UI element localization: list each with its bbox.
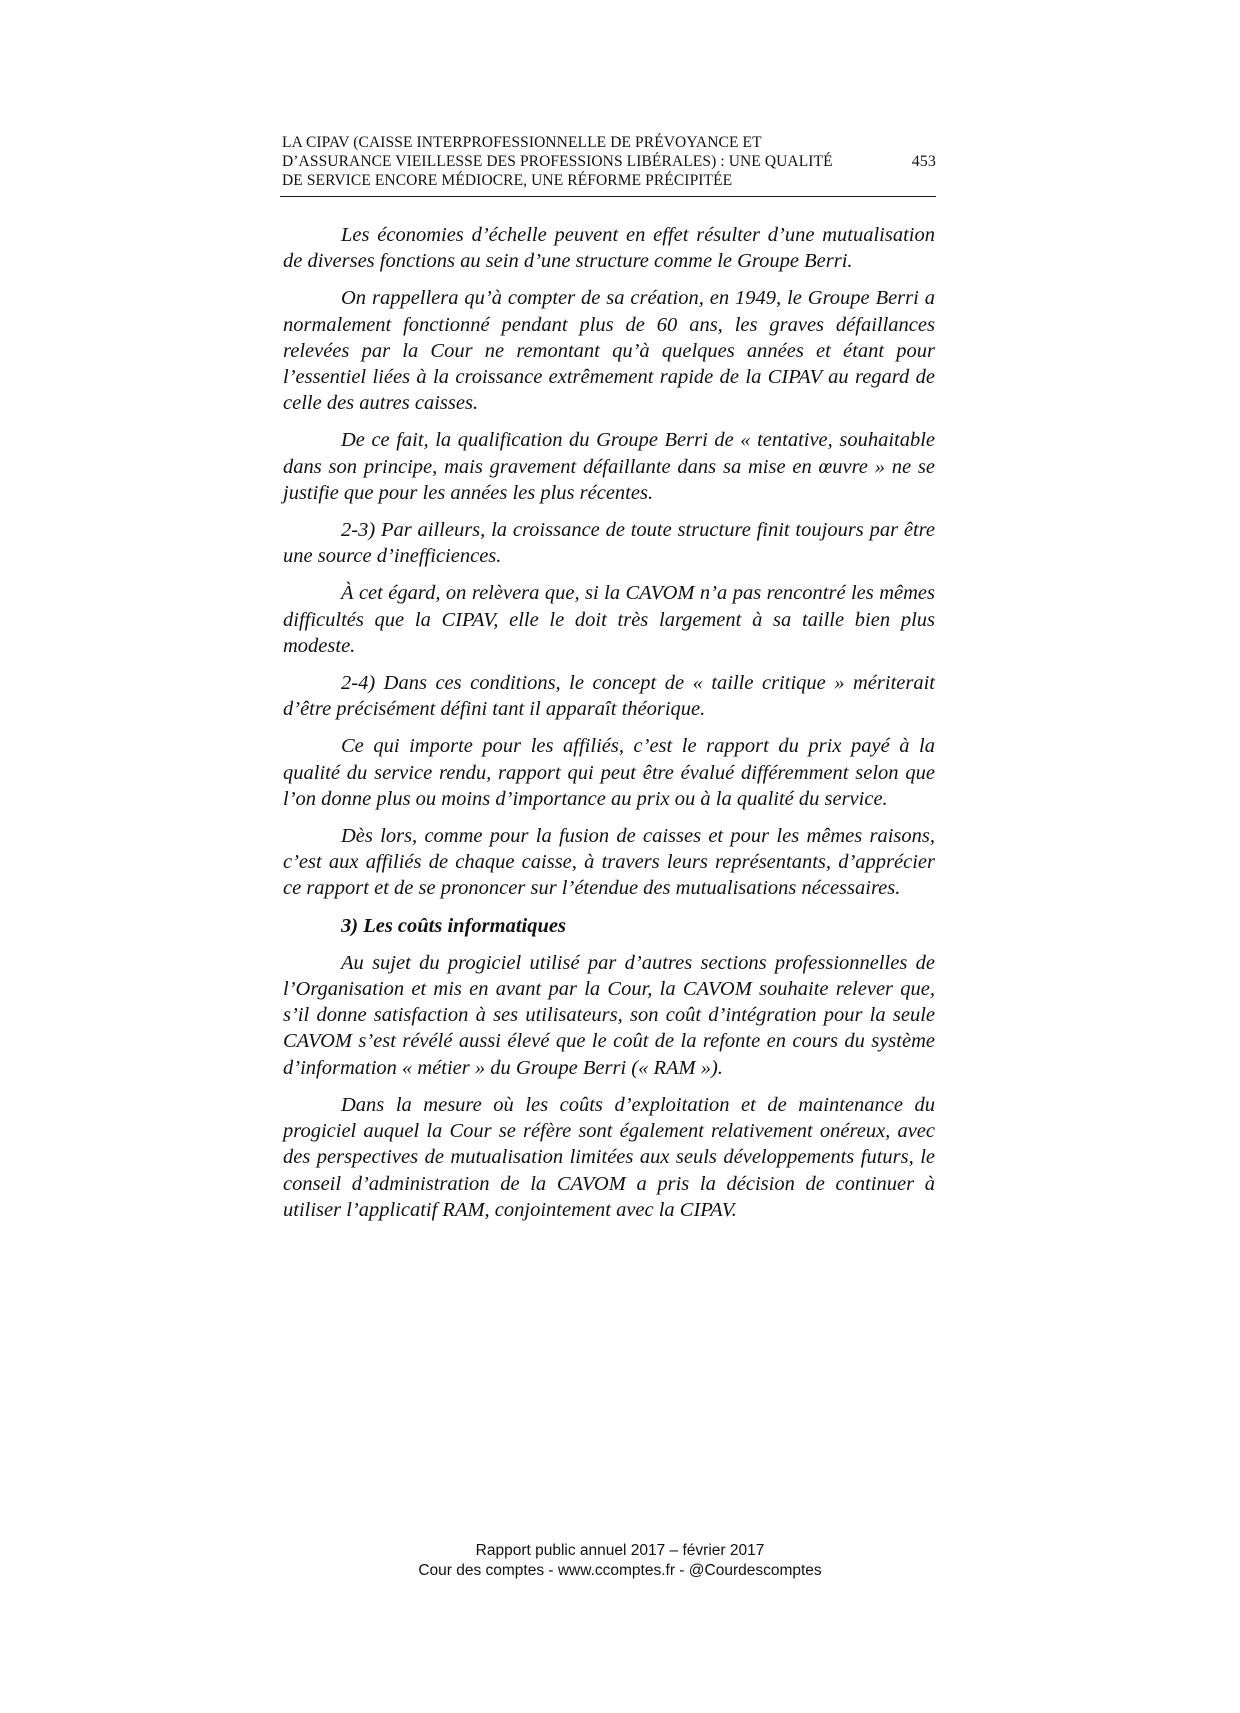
footer-publisher-line: Cour des comptes - www.ccomptes.fr - @Courdescomptes [418,1562,822,1579]
paragraph: Ce qui importe pour les affiliés, c’est le rapport du prix payé à la qualité du service rendu, rapport qui peut être évalué différemment selon que l’on donne plus ou moins d’importance au prix ou à la qualité du service. [283,735,935,810]
paragraph: On rappellera qu’à compter de sa création, en 1949, le Groupe Berri a normalement fonctionné pendant plus de 60 ans, les graves défaillances relevées par la Cour ne remontant qu’à quelques années et étant pour l’essentiel liées à la croissance extrêmement rapide de la CIPAV au regard de celle des autres caisses. [283,287,935,415]
page-number: 453 [911,153,936,170]
paragraph: 2-4) Dans ces conditions, le concept de « taille critique » mériterait d’être précisément défini tant il apparaît théorique. [283,672,935,721]
header-line-2: D’ASSURANCE VIEILLESSE DES PROFESSIONS LIBÉRALES) : UNE QUALITÉ [282,153,833,170]
header-line-1: LA CIPAV (CAISSE INTERPROFESSIONNELLE DE PRÉVOYANCE ET [282,134,762,151]
header-divider [280,196,936,197]
body-text [283,222,935,1234]
running-header [282,133,936,190]
paragraph: À cet égard, on relèvera que, si la CAVOM n’a pas rencontré les mêmes difficultés que la CIPAV, elle le doit très largement à sa taille bien plus modeste. [283,582,935,657]
section-heading: 3) Les coûts informatiques [341,914,566,937]
footer-report-line: Rapport public annuel 2017 – février 2017 [475,1542,765,1559]
paragraph: Dans la mesure où les coûts d’exploitation et de maintenance du progiciel auquel la Cour se réfère sont également relativement onéreux, avec des perspectives de mutualisation limitées aux seuls développements futurs, le conseil d’administration de la CAVOM a pris la décision de continuer à utiliser l’applicatif RAM, conjointement avec la CIPAV. [283,1093,935,1221]
paragraph: De ce fait, la qualification du Groupe Berri de « tentative, souhaitable dans son principe, mais gravement défaillante dans sa mise en œuvre » ne se justifie que pour les années les plus récentes. [283,429,935,504]
paragraph: Au sujet du progiciel utilisé par d’autres sections professionnelles de l’Organisation et mis en avant par la Cour, la CAVOM souhaite relever que, s’il donne satisfaction à ses utilisateurs, son coût d’intégration pour la seule CAVOM s’est révélé aussi élevé que le coût de la refonte en cours du système d’information « métier » du Groupe Berri (« RAM »). [283,951,935,1079]
header-line-3: DE SERVICE ENCORE MÉDIOCRE, UNE RÉFORME PRÉCIPITÉE [282,172,733,189]
paragraph: Dès lors, comme pour la fusion de caisses et pour les mêmes raisons, c’est aux affiliés de chaque caisse, à travers leurs représentants, d’apprécier ce rapport et de se prononcer sur l’étendue des mutualisations nécessaires. [283,825,935,900]
page-footer [0,1541,1240,1581]
paragraph: Les économies d’échelle peuvent en effet résulter d’une mutualisation de diverses fonctions au sein d’une structure comme le Groupe Berri. [283,224,935,273]
paragraph: 2-3) Par ailleurs, la croissance de toute structure finit toujours par être une source d’inefficiences. [283,519,935,568]
